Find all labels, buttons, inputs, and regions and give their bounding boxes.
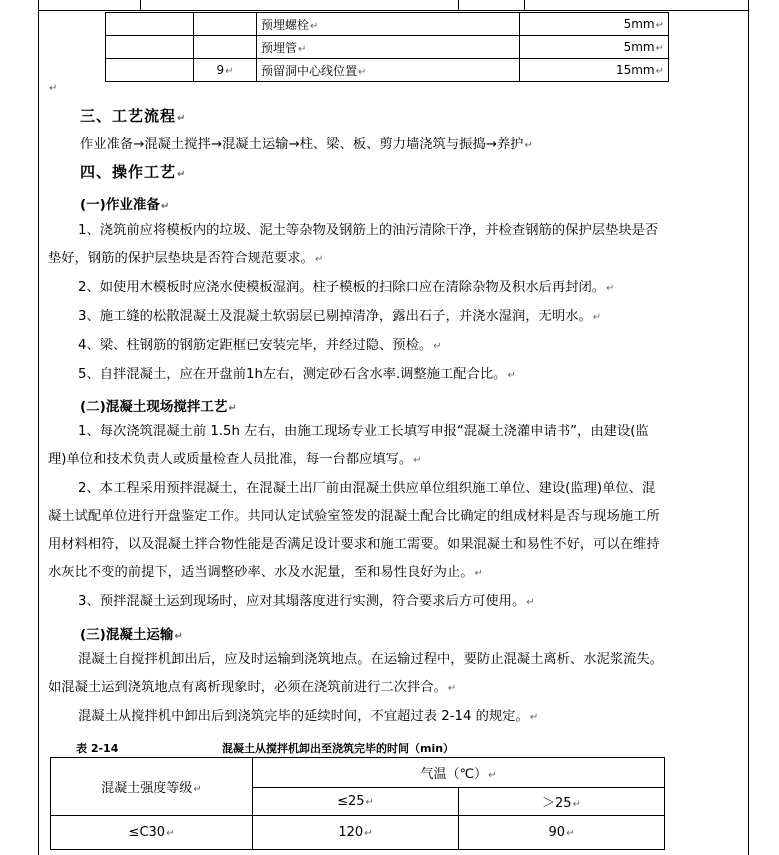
table-header-cell: ≤25↵ bbox=[253, 788, 459, 816]
table-cell: 15mm↵ bbox=[520, 59, 669, 82]
preparation-list bbox=[48, 217, 740, 390]
table-row bbox=[106, 13, 669, 36]
table-cell: 预埋螺栓↵ bbox=[257, 13, 520, 36]
table-caption: 混凝土从搅拌机卸出至浇筑完毕的时间（min） bbox=[222, 742, 455, 755]
subsection-title-transport: (三)混凝土运输↵ bbox=[80, 627, 183, 643]
table-cell bbox=[106, 13, 194, 36]
table-cell: ≤C30↵ bbox=[51, 816, 253, 850]
list-item: 理)单位和技术负责人或质量检查人员批准，每一台都应填写。↵ bbox=[48, 452, 422, 467]
list-item: 2、如使用木模板时应浇水使模板湿润。柱子模板的扫除口应在清除杂物及积水后再封闭。↵ bbox=[78, 280, 615, 295]
list-item: 2、本工程采用预拌混凝土，在混凝土出厂前由混凝土供应单位组织施工单位、建设(监理)单位、混 bbox=[78, 481, 656, 496]
previous-table-bottom-line bbox=[38, 10, 748, 11]
list-item: 4、梁、柱钢筋的钢筋定距框已安装完毕，并经过隐、预检。↵ bbox=[78, 338, 442, 353]
table-cell bbox=[106, 59, 194, 82]
table-cell bbox=[194, 13, 257, 36]
table-label: 表 2-14 bbox=[76, 742, 119, 755]
table-header-cell: ＞25↵ bbox=[459, 788, 665, 816]
list-item: 3、施工缝的松散混凝土及混凝土软弱层已剔掉清净，露出石子，并浇水湿润，无明水。↵ bbox=[78, 309, 602, 324]
table-cell: 5mm↵ bbox=[520, 13, 669, 36]
section-title-operation: 四、操作工艺↵ bbox=[80, 163, 187, 181]
list-item: 5、自拌混凝土，应在开盘前1h左右，测定砂石含水率.调整施工配合比。↵ bbox=[78, 367, 516, 382]
table-divider bbox=[140, 0, 141, 10]
page-border-right bbox=[748, 0, 749, 855]
table-row bbox=[106, 36, 669, 59]
list-item: 3、预拌混凝土运到现场时，应对其塌落度进行实测，符合要求后方可使用。↵ bbox=[78, 594, 535, 609]
list-item: 混凝土从搅拌机中卸出后到浇筑完毕的延续时间，不宜超过表 2-14 的规定。↵ bbox=[78, 709, 539, 724]
subsection-title-mixing: (二)混凝土现场搅拌工艺↵ bbox=[80, 399, 237, 415]
table-header-cell: 混凝土强度等级↵ bbox=[51, 758, 253, 816]
mixing-list bbox=[48, 418, 740, 617]
transport-list bbox=[48, 646, 740, 732]
list-item: 1、浇筑前应将模板内的垃圾、泥土等杂物及钢筋上的油污清除干净，并检查钢筋的保护层垫块是否 bbox=[78, 223, 659, 238]
table-cell: 90↵ bbox=[459, 816, 665, 850]
table-cell bbox=[106, 36, 194, 59]
list-item: 1、每次浇筑混凝土前 1.5h 左右，由施工现场专业工长填写申报“混凝土浇灌申请书”，由建设(监 bbox=[78, 424, 649, 439]
table-cell: 预埋管↵ bbox=[257, 36, 520, 59]
list-item: 水灰比不变的前提下，适当调整砂率、水及水泥量，至和易性良好为止。↵ bbox=[48, 565, 483, 580]
table-divider bbox=[458, 0, 459, 10]
page-border-left bbox=[38, 0, 39, 855]
table-header-cell: 气温（℃）↵ bbox=[253, 758, 665, 788]
table-row bbox=[106, 59, 669, 82]
table-row bbox=[51, 758, 665, 788]
process-flow-text: 作业准备→混凝土搅拌→混凝土运输→柱、梁、板、剪力墙浇筑与振捣→养护↵ bbox=[80, 137, 533, 152]
list-item: 用材料相符，以及混凝土拌合物性能是否满足设计要求和施工需要。如果混凝土和易性不好，可以在维持 bbox=[48, 537, 660, 552]
tolerance-table bbox=[105, 12, 669, 82]
list-item: 如混凝土运到浇筑地点有离析现象时，必须在浇筑前进行二次拌合。↵ bbox=[48, 680, 457, 695]
table-cell: 预留洞中心线位置↵ bbox=[257, 59, 520, 82]
table-row bbox=[51, 816, 665, 850]
table-divider bbox=[524, 0, 525, 10]
table-cell: 5mm↵ bbox=[520, 36, 669, 59]
subsection-title-preparation: (一)作业准备↵ bbox=[80, 197, 170, 213]
section-title-process: 三、工艺流程↵ bbox=[80, 107, 187, 125]
table-cell: 120↵ bbox=[253, 816, 459, 850]
table-cell bbox=[194, 36, 257, 59]
paragraph-mark: ↵ bbox=[49, 83, 58, 94]
table-cell: 9↵ bbox=[194, 59, 257, 82]
list-item: 凝土试配单位进行开盘鉴定工作。共同认定试验室签发的混凝土配合比确定的组成材料是否与现场施工所 bbox=[48, 509, 660, 524]
list-item: 垫好，钢筋的保护层垫块是否符合规范要求。↵ bbox=[48, 251, 324, 266]
list-item: 混凝土自搅拌机卸出后，应及时运输到浇筑地点。在运输过程中，要防止混凝土离析、水泥浆流失。 bbox=[78, 652, 664, 667]
mixing-time-table bbox=[50, 757, 665, 850]
